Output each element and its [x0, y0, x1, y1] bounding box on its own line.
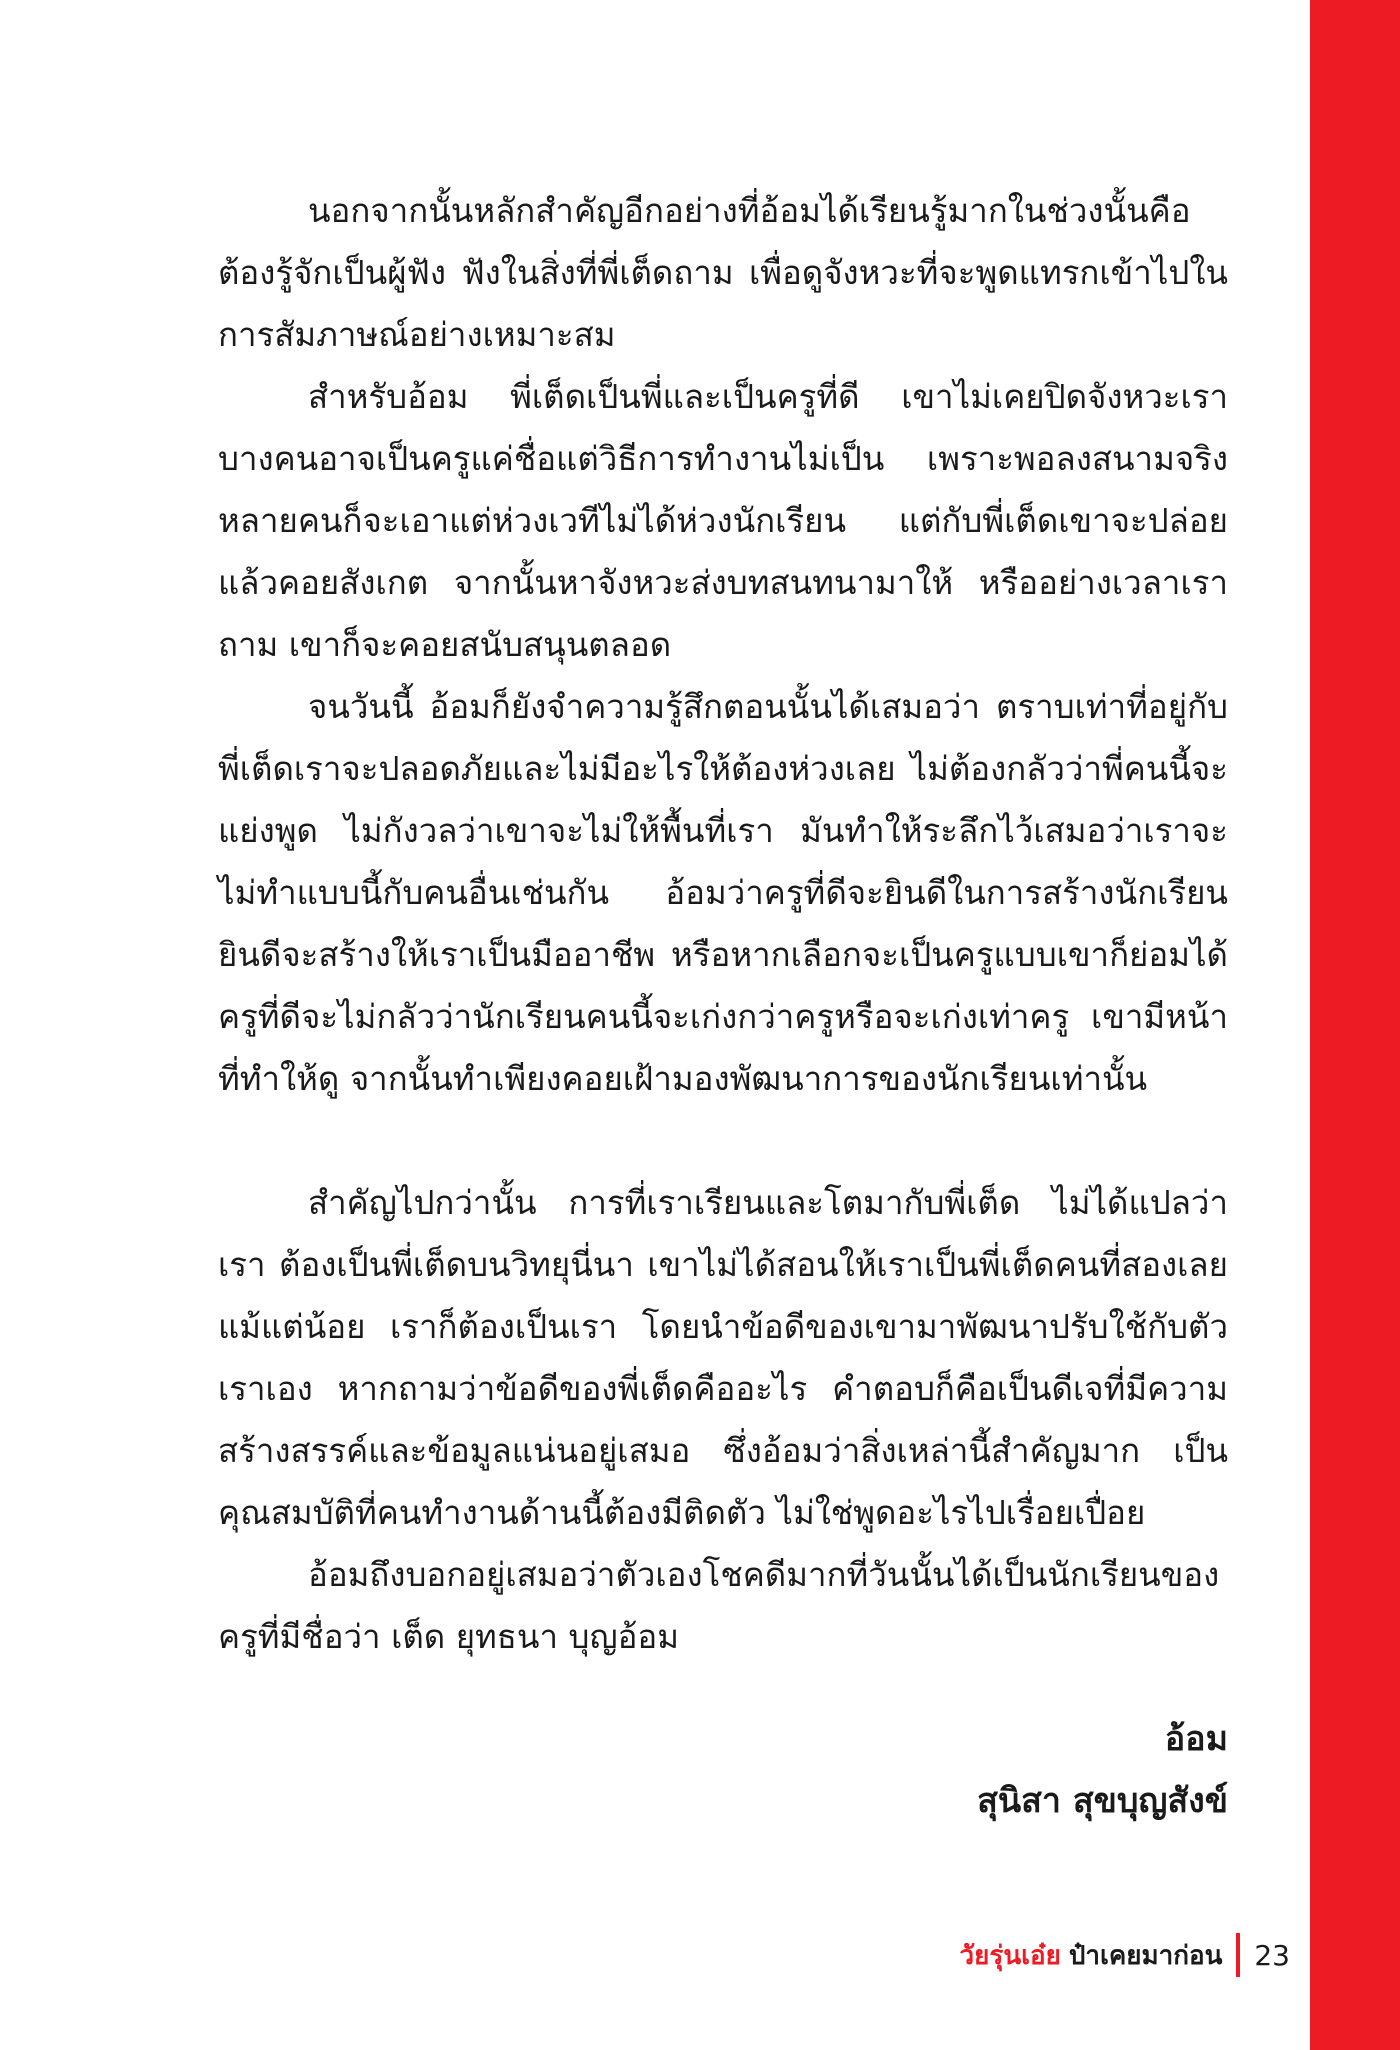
- footer-divider: [1236, 1933, 1240, 1977]
- book-title-black: ป๋าเคยมาก่อน: [1068, 1940, 1223, 1971]
- page-footer: [960, 1930, 1290, 1980]
- paragraph-5: อ้อมถึงบอกอยู่เสมอว่าตัวเองโชคดีมากที่วันนั้นได้เป็นนักเรียนของครูที่มีชื่อว่า เต็ด ยุทธนา บุญอ้อม: [218, 1555, 1220, 1656]
- paragraph-4: สำคัญไปกว่านั้น การที่เราเรียนและโตมากับพี่เต็ด ไม่ได้แปลว่าเรา ต้องเป็นพี่เต็ดบนวิทยุนี่นา เขาไม่ได้สอนให้เราเป็นพี่เต็ดคนที่สองเลย แม้แต่น้อย เราก็ต้องเป็นเรา โดยนำข้อดีของเขามาพัฒนาปรับใช้กับตัว เราเอง หากถามว่าข้อดีของพี่เต็ดคืออะไร คำตอบก็คือเป็นดีเจที่มีความ สร้างสรรค์และข้อมูลแน่นอยู่เสมอ ซึ่งอ้อมว่าสิ่งเหล่านี้สำคัญมาก เป็นคุณสมบัติที่คนทำงานด้านนี้ต้องมีติดตัว ไม่ใช่พูดอะไรไปเรื่อยเปื่อย: [218, 1183, 1228, 1532]
- paragraph-3: จนวันนี้ อ้อมก็ยังจำความรู้สึกตอนนั้นได้เสมอว่า ตราบเท่าที่อยู่กับพี่เต็ดเราจะปลอดภัยและไม่มีอะไรให้ต้องห่วงเลย ไม่ต้องกลัวว่าพี่คนนี้จะแย่งพูด ไม่กังวลว่าเขาจะไม่ให้พื้นที่เรา มันทำให้ระลึกไว้เสมอว่าเราจะไม่ทำแบบนี้กับคนอื่นเช่นกัน อ้อมว่าครูที่ดีจะยินดีในการสร้างนักเรียน ยินดีจะสร้างให้เราเป็นมืออาชีพ หรือหากเลือกจะเป็นครูแบบเขาก็ย่อมได้ ครูที่ดีจะไม่กลัวว่านักเรียนคนนี้จะเก่งกว่าครูหรือจะเก่งเท่าครู เขามีหน้าที่ทำให้ดู จากนั้นทำเพียงคอยเฝ้ามองพัฒนาการของนักเรียนเท่านั้น: [218, 687, 1228, 1098]
- author-fullname: สุนิสา สุขบุญสังข์: [977, 1781, 1228, 1821]
- body-text: [218, 180, 1228, 1668]
- side-accent-bar: [1310, 0, 1400, 2050]
- book-title-red: วัยรุ่นเอ๋ย: [959, 1940, 1061, 1971]
- paragraph-spacer: [218, 1110, 1228, 1172]
- paragraph-1: นอกจากนั้นหลักสำคัญอีกอย่างที่อ้อมได้เรียนรู้มากในช่วงนั้นคือ ต้องรู้จักเป็นผู้ฟัง ฟังในสิ่งที่พี่เต็ดถาม เพื่อดูจังหวะที่จะพูดแทรกเข้าไปในการสัมภาษณ์อย่างเหมาะสม: [218, 191, 1228, 354]
- paragraph-2: สำหรับอ้อม พี่เต็ดเป็นพี่และเป็นครูที่ดี เขาไม่เคยปิดจังหวะเรา บางคนอาจเป็นครูแค่ชื่อแต่วิธีการทำงานไม่เป็น เพราะพอลงสนามจริง หลายคนก็จะเอาแต่ห่วงเวทีไม่ได้ห่วงนักเรียน แต่กับพี่เต็ดเขาจะปล่อย แล้วคอยสังเกต จากนั้นหาจังหวะส่งบทสนทนามาให้ หรืออย่างเวลาเรา ถาม เขาก็จะคอยสนับสนุนตลอด: [218, 377, 1228, 664]
- page-number: 23: [1254, 1938, 1290, 1972]
- author-nickname: อ้อม: [1164, 1719, 1228, 1759]
- author-signature: [977, 1708, 1228, 1832]
